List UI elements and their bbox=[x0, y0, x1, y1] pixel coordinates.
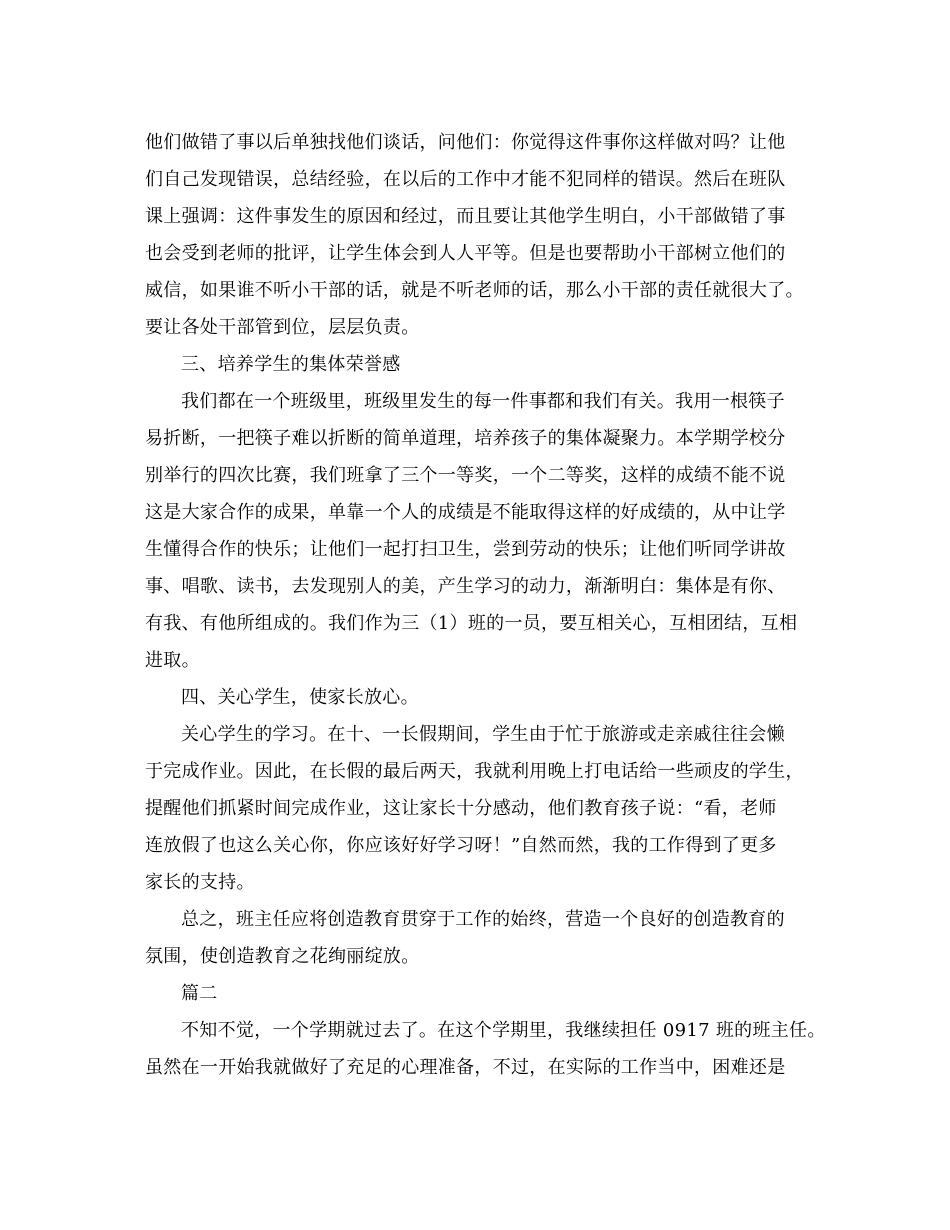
text-line: 总之，班主任应将创造教育贯穿于工作的始终，营造一个良好的创造教育的 bbox=[181, 909, 785, 930]
section-heading: 三、培养学生的集体荣誉感 bbox=[181, 354, 401, 375]
text-line: 他们做错了事以后单独找他们谈话，问他们：你觉得这件事你这样做对吗？让他 bbox=[145, 132, 786, 153]
text-line: 也会受到老师的批评，让学生体会到人人平等。但是也要帮助小干部树立他们的 bbox=[145, 243, 786, 264]
text-line: 易折断，一把筷子难以折断的简单道理，培养孩子的集体凝聚力。本学期学校分 bbox=[145, 428, 786, 449]
section-heading: 篇二 bbox=[181, 983, 218, 1004]
text-line: 不知不觉，一个学期就过去了。在这个学期里，我继续担任 0917 班的班主任。 bbox=[181, 1020, 826, 1041]
text-line: 氛围，使创造教育之花绚丽绽放。 bbox=[145, 946, 420, 967]
text-line: 关心学生的学习。在十、一长假期间，学生由于忙于旅游或走亲戚往往会懒 bbox=[181, 724, 785, 745]
text-line: 家长的支持。 bbox=[145, 872, 255, 893]
text-line: 别举行的四次比赛，我们班拿了三个一等奖，一个二等奖，这样的成绩不能不说 bbox=[145, 465, 786, 486]
text-line: 们自己发现错误，总结经验，在以后的工作中才能不犯同样的错误。然后在班队 bbox=[145, 169, 786, 190]
text-line: 进取。 bbox=[145, 650, 200, 671]
text-line: 事、唱歌、读书，去发现别人的美，产生学习的动力，渐渐明白：集体是有你、 bbox=[145, 576, 786, 597]
section-heading: 四、关心学生，使家长放心。 bbox=[181, 687, 419, 708]
text-line: 虽然在一开始我就做好了充足的心理准备，不过，在实际的工作当中，困难还是 bbox=[145, 1057, 786, 1078]
text-line: 有我、有他所组成的。我们作为三（1）班的一员，要互相关心，互相团结，互相 bbox=[145, 613, 798, 634]
text-line: 威信，如果谁不听小干部的话，就是不听老师的话，那么小干部的责任就很大了。 bbox=[145, 280, 804, 301]
text-line: 这是大家合作的成果，单靠一个人的成绩是不能取得这样的好成绩的，从中让学 bbox=[145, 502, 786, 523]
text-line: 生懂得合作的快乐；让他们一起打扫卫生，尝到劳动的快乐；让他们听同学讲故 bbox=[145, 539, 786, 560]
text-line: 提醒他们抓紧时间完成作业，这让家长十分感动，他们教育孩子说：“看，老师 bbox=[145, 798, 777, 819]
text-line: 我们都在一个班级里，班级里发生的每一件事都和我们有关。我用一根筷子 bbox=[181, 391, 785, 412]
text-line: 课上强调：这件事发生的原因和经过，而且要让其他学生明白，小干部做错了事 bbox=[145, 206, 786, 227]
text-line: 连放假了也这么关心你，你应该好好学习呀！”自然而然，我的工作得到了更多 bbox=[145, 835, 777, 856]
text-line: 于完成作业。因此，在长假的最后两天，我就利用晚上打电话给一些顽皮的学生， bbox=[145, 761, 804, 782]
text-line: 要让各处干部管到位，层层负责。 bbox=[145, 317, 420, 338]
